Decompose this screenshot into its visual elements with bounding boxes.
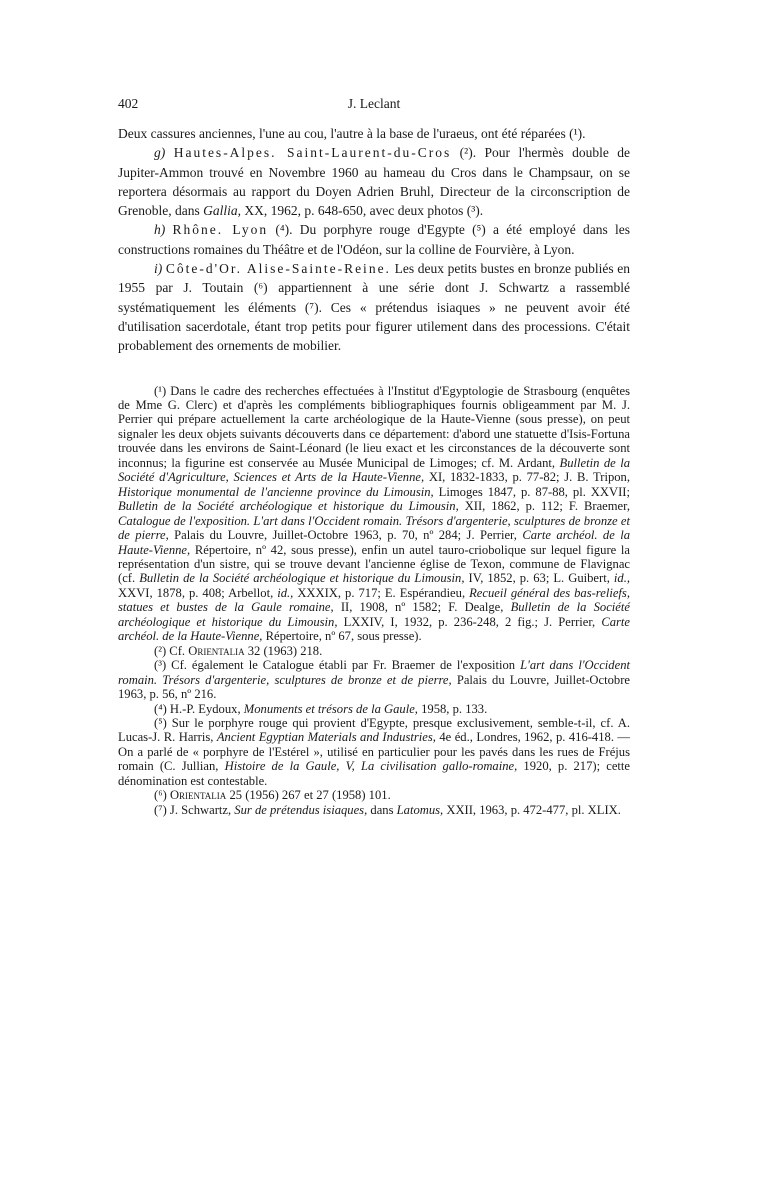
paragraph: Deux cassures anciennes, l'une au cou, l'autre à la base de l'uraeus, ont été réparées (¹). — [118, 126, 586, 141]
paragraph — [118, 143, 630, 220]
footnote-text: Limoges 1847, p. 87-88, pl. XXVII; — [438, 484, 630, 499]
footnote-text: 1958, p. 133. — [421, 701, 488, 716]
citation-title: Bulletin de la Société d'Agriculture, Sciences et Arts de la Haute-Vienne, — [118, 455, 630, 485]
footnote-text: XXXIX, p. 717; E. Espérandieu, — [297, 585, 466, 600]
footnote-text: XXII, 1963, p. 472-477, pl. XLIX. — [446, 802, 621, 817]
item-label: h) — [154, 222, 166, 238]
citation-title: Historique monumental de l'ancienne province du Limousin, — [118, 484, 434, 499]
footnote-6 — [118, 788, 630, 802]
citation-title: Recueil général des bas-reliefs, statues et bustes de la Gaule romaine, — [118, 585, 630, 615]
footnote-text: IV, 1852, p. 63; L. Guibert, — [468, 571, 610, 586]
citation-title: Bulletin de la Société archéologique et historique du Limousin, — [118, 600, 630, 629]
page-header — [118, 96, 630, 118]
place-heading: Rhône. Lyon — [172, 222, 269, 238]
footnote-text: 25 (1956) 267 et 27 (1958) 101. — [229, 788, 391, 803]
footnote-text: Répertoire, nº 67, sous presse). — [265, 629, 422, 644]
item-label: g) — [154, 145, 166, 161]
paragraph — [118, 259, 630, 355]
footnote-text: LXXIV, I, 1932, p. 236-248, 2 fig.; J. Perrier, — [343, 614, 596, 629]
citation-title: Carte archéol. de la Haute-Vienne, — [118, 614, 630, 644]
footnote-text: XII, 1862, p. 112; F. Braemer, — [464, 499, 630, 514]
citation-title: Carte archéol. de la Haute-Vienne, — [118, 528, 631, 557]
citation-title: Catalogue de l'exposition. L'art dans l'Occident romain. Trésors d'argenterie, sculptures de bronze et de pierre, — [118, 513, 630, 543]
footnote-text: 1920, p. 217); cette dénomination est contestable. — [118, 759, 630, 788]
paragraph — [118, 220, 630, 259]
page-number: 402 — [118, 96, 139, 111]
citation-title: L'art dans l'Occident romain. Trésors d'argenterie, sculptures de bronze et de pierre, — [118, 658, 630, 687]
main-text — [118, 124, 630, 356]
citation-title: Bulletin de la Société archéologique et historique du Limousin, — [139, 571, 465, 586]
item-label: i) — [154, 261, 163, 277]
footnote-text: Palais du Louvre, Juillet-Octobre 1963, p. 70, nº 284; J. Perrier, — [174, 528, 517, 543]
footnote-text: (⁷) J. Schwartz, — [154, 802, 232, 817]
journal-name: Orientalia — [169, 788, 227, 803]
footnote-2 — [118, 644, 630, 658]
footnote-7 — [118, 803, 630, 817]
footnote-text: II, 1908, nº 1582; F. Dealge, — [340, 600, 504, 615]
paragraph-text: (⁴). Du porphyre rouge d'Egypte (⁵) a été employé dans les constructions romaines du Théâtre et de l'Odéon, sur la colline de Fourvière, à Lyon. — [118, 222, 630, 257]
book-page — [118, 96, 630, 817]
footnotes — [118, 384, 630, 818]
citation-title: id., — [613, 571, 631, 586]
footnote-text: XI, 1832-1833, p. 77-82; J. B. Tripon, — [428, 470, 630, 485]
footnote-text: (⁴) H.-P. Eydoux, — [154, 701, 241, 716]
journal-name: Orientalia — [188, 643, 245, 658]
footnote-text: (³) Cf. également le Catalogue établi par Fr. Braemer de l'exposition — [154, 658, 516, 673]
journal-title: Gallia, — [203, 203, 241, 219]
paragraph-text: Les deux petits bustes en bronze publiés en 1955 par J. Toutain (⁶) appartiennent à une série dont J. Schwartz a rassemblé systématiquement les éléments (⁷). Ces « prétendus isiaques » ne peuvent avoir été d'utilisation sacerdotale, étant trop petits pour figurer utilement dans des processions. C'était probablement des ornements de mobilier. — [118, 261, 630, 354]
place-heading: Côte-d'Or. Alise-Sainte-Reine. — [165, 261, 391, 277]
footnote-text: (⁵) Sur le porphyre rouge qui provient d'Egypte, presque exclusivement, semble-t-il, cf. A. Lucas-J. R. Harris, — [118, 715, 630, 745]
footnote-text: (⁶) — [154, 788, 167, 803]
citation-title: Histoire de la Gaule, V, La civilisation gallo-romaine, — [224, 759, 518, 774]
footnote-4 — [118, 702, 630, 716]
citation-title: Latomus, — [396, 802, 444, 817]
footnote-text: 32 (1963) 218. — [247, 643, 323, 658]
paragraph-text: (²). Pour l'hermès double de Jupiter-Ammon trouvé en Novembre 1960 au hameau du Cros dans le Champsaur, on se reportera désormais au rapport du Doyen Adrien Bruhl, Directeur de la circonscription de Grenoble, dans — [118, 145, 631, 219]
citation-title: Monuments et trésors de la Gaule, — [243, 701, 418, 716]
paragraph-text: XX, 1962, p. 648-650, avec deux photos (³). — [244, 203, 484, 219]
citation-title: Sur de prétendus isiaques, — [234, 802, 368, 817]
citation-title: Ancient Egyptian Materials and Industries, — [216, 730, 436, 745]
footnote-3 — [118, 658, 630, 701]
footnote-1 — [118, 384, 630, 644]
footnote-text: XXVI, 1878, p. 408; Arbellot, — [118, 585, 274, 600]
footnote-text: (²) Cf. — [154, 643, 186, 658]
footnote-text: Palais du Louvre, Juillet-Octobre 1963, p. 56, nº 216. — [118, 672, 630, 702]
place-heading: Hautes-Alpes. Saint-Laurent-du-Cros — [173, 145, 452, 161]
footnote-text: (¹) Dans le cadre des recherches effectuées à l'Institut d'Egyptologie de Strasbourg (enquêtes de Mme G. Clerc) et d'après les compléments bibliographiques fournis obligeamment par M. J. Perrier qui prépare actuellement la carte archéologique de la Haute-Vienne (sous presse), on peut signaler les deux objets suivants découverts dans ce département: d'abord une statuette d'Isis-Fortuna trouvée dans les environs de Saint-Léonard (le lieu exact et les circonstances de la découverte sont inconnus; la figurine est conservée au Musée Municipal de Limoges; cf. M. Ardant, — [118, 383, 630, 470]
running-title: J. Leclant — [347, 96, 401, 111]
citation-title: id., — [277, 585, 294, 600]
footnote-text: dans — [370, 802, 394, 817]
citation-title: Bulletin de la Société archéologique et historique du Limousin, — [118, 499, 459, 514]
footnote-text: Répertoire, nº 42, sous presse), enfin un autel tauro-criobolique sur lequel figure la représentation d'un sistre, qui se trouve devant l'ancienne église de Texon, commune de Flavignac (cf. — [118, 542, 630, 586]
footnote-5 — [118, 716, 630, 788]
footnote-text: 4e éd., Londres, 1962, p. 416-418. — On a parlé de « porphyre de l'Estérel », utilisé en particulier pour les pavés dans les rues de Fréjus romain (C. Jullian, — [118, 730, 631, 774]
